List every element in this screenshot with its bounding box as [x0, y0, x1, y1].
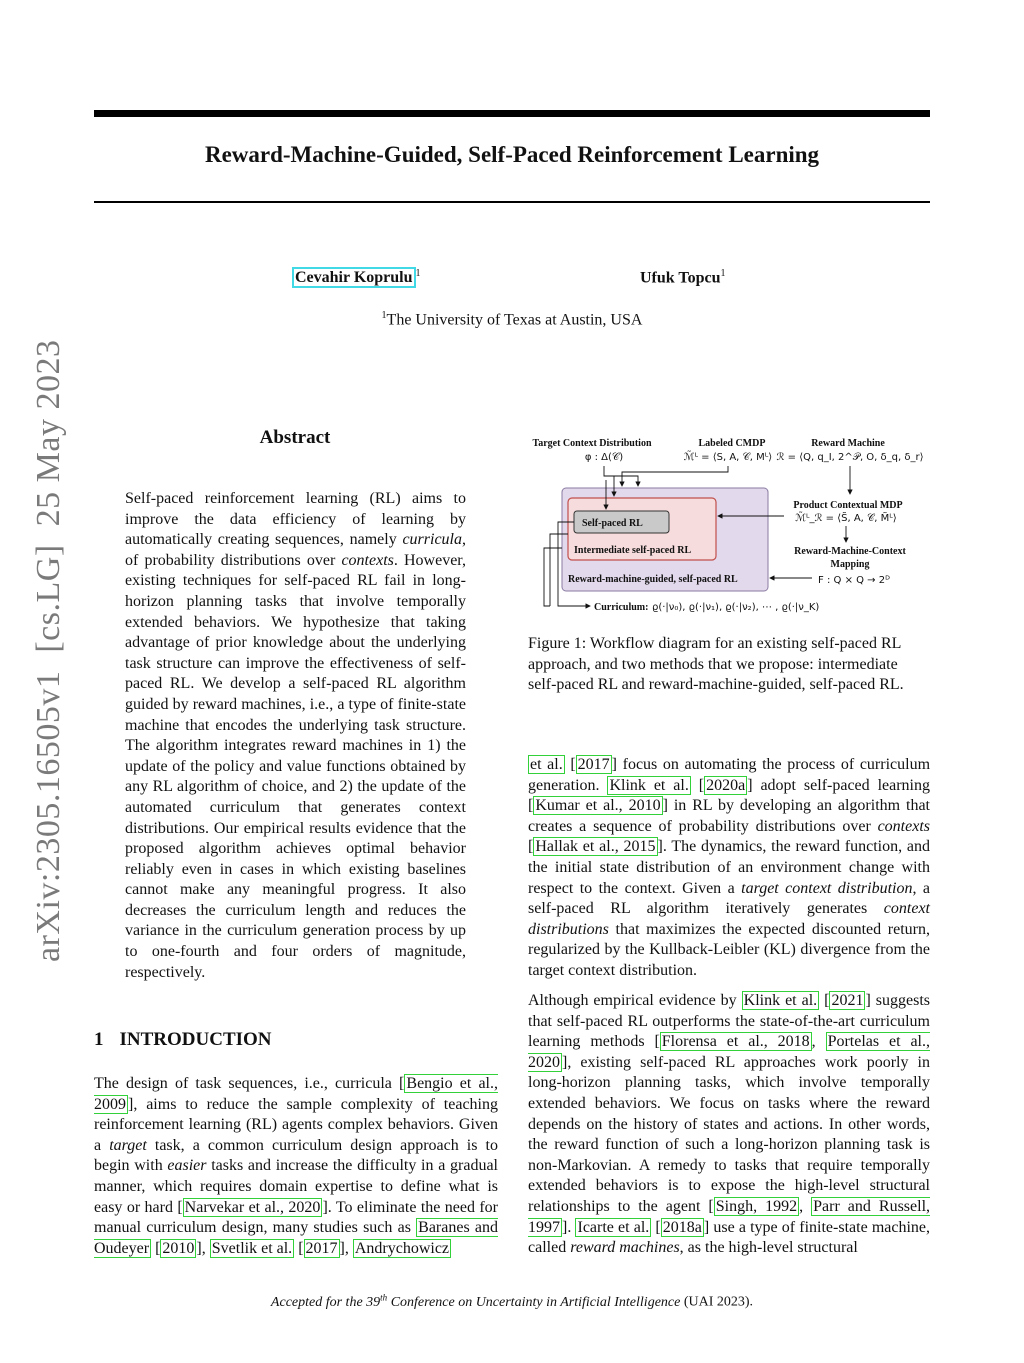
figure-caption: Figure 1: Workflow diagram for an existing self-paced RL approach, and two methods that we propose: intermediate self-paced RL and reward-machine-guided, self-paced RL.	[528, 635, 904, 694]
citation-link[interactable]: Parr and Russell, 1997	[528, 1197, 931, 1236]
label-reward-machine: Reward Machine	[811, 438, 885, 449]
label-labeled-cmdp: Labeled CMDP	[698, 438, 766, 449]
right-paragraph-1: et al. [ 2017 ] focus on automating the process of curriculum generation. Klink et al. [ 2020a ] adopt self-paced learning [ Kumar et al., 2010 ] in RL by developing an algorithm that creates a sequence of probability distributions over contexts [ Hallak et al., 2015 ]. The dynamics, the reward function, and the initial state distribution of an environment change with respect to the context. Given a target context distribution, a self-paced RL algorithm iteratively generates context distributions that maximizes the expected discounted return, regularized by the Kullback-Leibler (KL) divergence from the target context distribution.	[528, 756, 931, 979]
citation-link[interactable]: 2017	[577, 756, 610, 773]
citation-link[interactable]: Hallak et al., 2015	[535, 838, 656, 856]
author-1	[292, 268, 421, 287]
abstract-heading: Abstract	[259, 427, 331, 448]
title-rule	[94, 201, 930, 203]
citation-link[interactable]: Kumar et al., 2010	[535, 797, 661, 815]
top-rule	[94, 110, 930, 117]
label-curriculum: Curriculum:	[594, 602, 649, 613]
right-paragraph-2: Although empirical evidence by Klink et al. [ 2021 ] suggests that self-paced RL outperforms the state-of-the-art curriculum learning methods [ Florensa et al., 2018 , Portelas et al., 2020 ], existing self-paced RL approaches work poorly in long-horizon planning tasks, which involve temporally extended behaviors. We focus on tasks where the reward depends on the history of states and actions. In other words, the reward function of such a long-horizon planning task is non-Markovian. A remedy to tasks that require temporally extended behaviors is to expose the high-level structural relationships to the agent [ Singh, 1992 , Parr and Russell, 1997 ]. Icarte et al. [ 2018a ] use a type of finite-state machine, called reward machines, as the high-level structural	[528, 992, 931, 1257]
citation-link[interactable]: 2017	[305, 1239, 338, 1257]
math-reward-machine: ℛ = ⟨Q, q_I, 2^𝒫, O, δ_q, δ_r⟩	[776, 452, 924, 463]
citation-link[interactable]: Florensa et al., 2018	[661, 1033, 810, 1051]
arxiv-id[interactable]: arXiv:2305.16505v1 [cs.LG] 25 May 2023	[30, 339, 67, 962]
citation-link[interactable]: et al.	[530, 756, 563, 773]
citation-link[interactable]: Klink et al.	[609, 776, 689, 794]
label-product-mdp: Product Contextual MDP	[793, 500, 903, 511]
math-labeled-cmdp: ℳ̃ᴸ = ⟨S, A, 𝒞, Mᴸ⟩	[683, 452, 773, 463]
citation-link[interactable]: 2021	[831, 992, 864, 1009]
math-mapping: F : Q × Q → 2ᴰ	[818, 575, 890, 586]
label-mapping-2: Mapping	[830, 559, 870, 570]
citation-link[interactable]: Narvekar et al., 2020	[184, 1198, 321, 1216]
citation-link[interactable]: Icarte et al.	[577, 1218, 650, 1236]
math-target-distribution: φ : Δ(𝒞)	[584, 452, 624, 463]
citation-link[interactable]: 2010	[162, 1239, 195, 1257]
arxiv-stamp	[8, 339, 88, 970]
paper-title: Reward-Machine-Guided, Self-Paced Reinforcement Learning	[204, 142, 820, 167]
affiliation-text: The University of Texas at Austin, USA	[386, 311, 643, 329]
citation-link[interactable]: Andrychowicz	[354, 1239, 450, 1257]
math-product-mdp: ℳ̃ᴸ_ℛ = ⟨S̃, A, 𝒞, M̃ᴸ⟩	[795, 513, 897, 524]
math-curriculum: ϱ(·|ν₀), ϱ(·|ν₁), ϱ(·|ν₂), ⋯ , ϱ(·|ν_K)	[652, 602, 820, 613]
label-target-distribution: Target Context Distribution	[532, 438, 652, 449]
citation-link[interactable]: 2020a	[706, 776, 746, 794]
label-intermediate: Intermediate self-paced RL	[574, 545, 692, 556]
author-name-topcu: Ufuk Topcu	[640, 269, 721, 287]
abstract-body: Self-paced reinforcement learning (RL) aims to improve the data efficiency of learning by automatically creating sequences, namely curricula, of probability distributions over contexts. However, existing techniques for self-paced RL fail in long-horizon planning tasks that involve temporally extended behaviors. We hypothesize that taking advantage of prior knowledge about the underlying task structure can improve the effectiveness of self-paced RL. We develop a self-paced RL algorithm guided by reward machines, i.e., a type of finite-state machine that encodes the underlying task structure. The algorithm integrates reward machines in 1) the update of the policy and value functions obtained by any RL algorithm of choice, and 2) the update of the automated curriculum that generates context distributions. Our empirical results evidence that the proposed algorithm achieves optimal behavior reliably even in cases in which existing baselines cannot make any meaningful progress. It also decreases the curriculum length and reduces the variance in the curriculum generation process by up to one-fourth and four orders of magnitude, respectively.	[125, 490, 466, 981]
label-mapping-1: Reward-Machine-Context	[794, 546, 906, 557]
label-self-paced-rl: Self-paced RL	[582, 518, 643, 529]
affiliation	[94, 310, 930, 329]
citation-link[interactable]: Singh, 1992	[715, 1197, 798, 1215]
author-link-koprulu[interactable]: Cevahir Koprulu	[292, 267, 416, 288]
citation-link[interactable]: Portelas et al., 2020	[528, 1033, 930, 1071]
citation-link[interactable]: Svetlik et al.	[211, 1239, 293, 1257]
citation-link[interactable]: Klink et al.	[743, 992, 818, 1009]
author-1-mark: 1	[415, 268, 421, 279]
affiliation-mark: 1	[381, 310, 387, 321]
citation-link[interactable]: Baranes and Oudeyer	[94, 1219, 498, 1257]
author-2-mark: 1	[720, 268, 726, 279]
workflow-diagram	[528, 432, 930, 618]
author-2	[640, 268, 726, 287]
citation-link[interactable]: 2018a	[662, 1218, 702, 1236]
citation-link[interactable]: Bengio et al., 2009	[94, 1075, 499, 1113]
section-heading-introduction: 1 INTRODUCTION	[94, 1029, 272, 1050]
label-rm-guided: Reward-machine-guided, self-paced RL	[568, 574, 738, 585]
footer-venue: Accepted for the 39th Conference on Uncertainty in Artificial Intelligence (UAI 2023).	[270, 1292, 754, 1310]
intro-paragraph: The design of task sequences, i.e., curricula [ Bengio et al., 2009 ], aims to reduce the sample complexity of teaching reinforcement learning (RL) agents complex behaviors. Given a target task, a common curriculum design approach is to begin with easier tasks and increase the difficulty in a gradual manner, which requires domain expertise to define what is easy or hard [ Narvekar et al., 2020 ]. To eliminate the need for manual curriculum design, many studies such as Baranes and Oudeyer [ 2010 ], Svetlik et al. [ 2017 ], Andrychowicz	[94, 1075, 499, 1257]
